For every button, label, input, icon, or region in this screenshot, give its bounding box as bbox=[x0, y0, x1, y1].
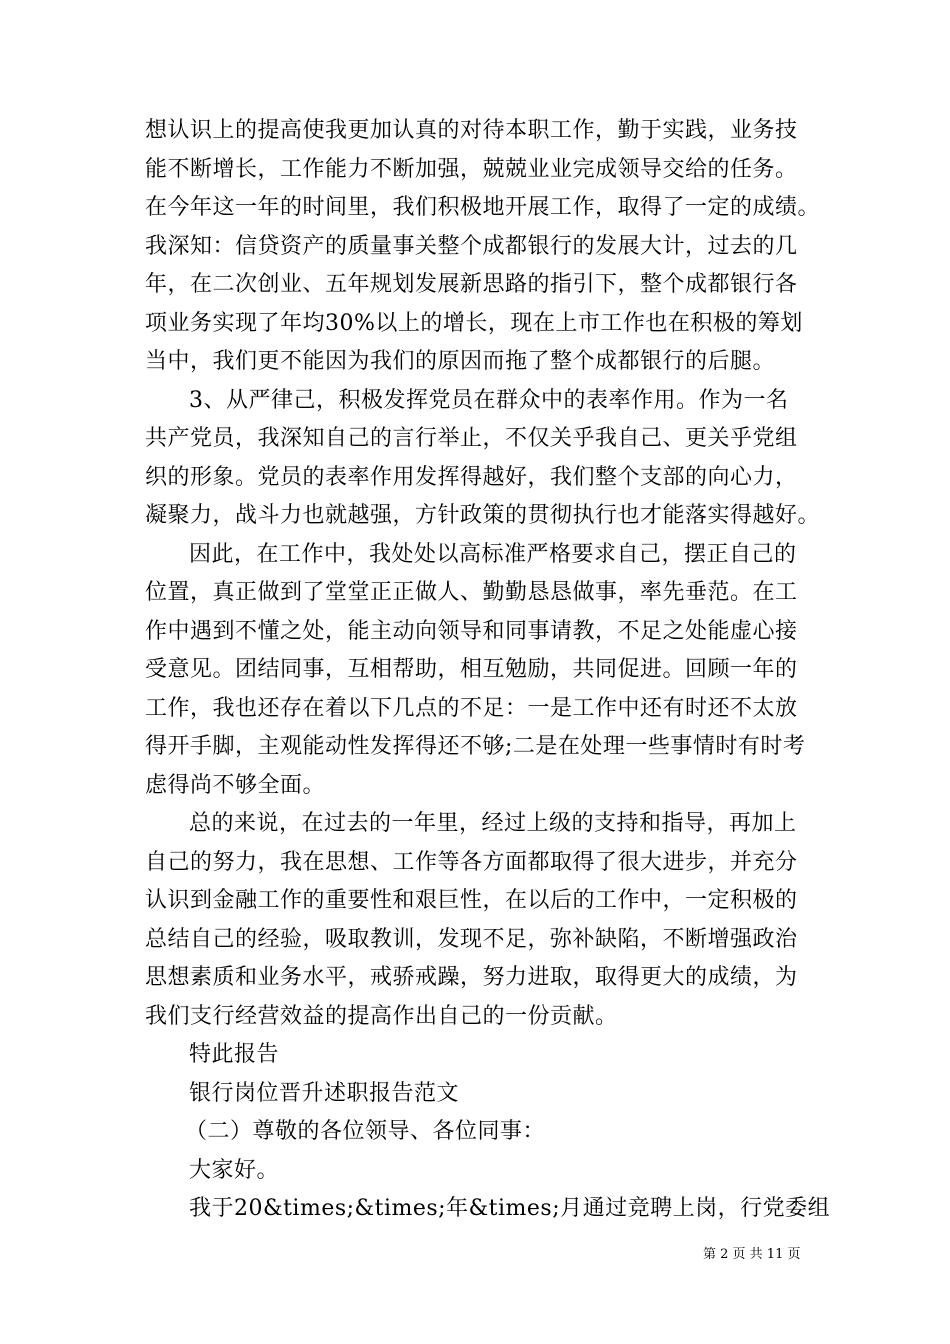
text-line: 工作，我也还存在着以下几点的不足：一是工作中还有时还不太放 bbox=[145, 695, 798, 721]
paragraph-start-line: 因此，在工作中，我处处以高标准严格要求自己，摆正自己的 bbox=[189, 541, 797, 567]
text-line: 总结自己的经验，吸取教训，发现不足，弥补缺陷，不断增强政治 bbox=[145, 926, 798, 952]
text-line: 得开手脚，主观能动性发挥得还不够;二是在处理一些事情时有时考 bbox=[145, 734, 806, 759]
paragraph-start-line: 总的来说，在过去的一年里，经过上级的支持和指导，再加上 bbox=[189, 811, 797, 836]
text-line: 项业务实现了年均30%以上的增长，现在上市工作也在积极的筹划 bbox=[145, 310, 803, 336]
text-line: 认识到金融工作的重要性和艰巨性，在以后的工作中，一定积极的 bbox=[145, 888, 798, 913]
text-line: 虑得尚不够全面。 bbox=[145, 772, 326, 798]
text-line: 年，在二次创业、五年规划发展新思路的指引下，整个成都银行各 bbox=[145, 272, 798, 297]
text-line: 共产党员，我深知自己的言行举止，不仅关乎我自己、更关乎党组 bbox=[145, 426, 798, 451]
paragraph-start-line: 我于20&times;&times;年&times;月通过竞聘上岗，行党委组 bbox=[189, 1196, 831, 1221]
closing-line: 特此报告 bbox=[189, 1042, 280, 1067]
text-line: 想认识上的提高使我更加认真的对待本职工作，勤于实践，业务技 bbox=[145, 118, 798, 143]
text-line: 作中遇到不懂之处，能主动向领导和同事请教，不足之处能虚心接 bbox=[145, 618, 798, 644]
page-number-footer: 第 2 页 共 11 页 bbox=[703, 1247, 801, 1262]
greeting-line: 大家好。 bbox=[189, 1157, 280, 1183]
text-line: 我深知：信贷资产的质量事关整个成都银行的发展大计，过去的几 bbox=[145, 233, 798, 259]
text-line: 受意见。团结同事，互相帮助，相互勉励，共同促进。回顾一年的 bbox=[145, 657, 798, 682]
text-line: 凝聚力，战斗力也就越强，方针政策的贯彻执行也才能落实得越好。 bbox=[145, 503, 821, 528]
text-line: 思想素质和业务水平，戒骄戒躁，努力进取，取得更大的成绩，为 bbox=[145, 965, 798, 990]
section-title: 银行岗位晋升述职报告范文 bbox=[189, 1080, 460, 1106]
text-line: 能不断增长，工作能力不断加强，兢兢业业完成领导交给的任务。 bbox=[145, 156, 798, 182]
text-line: 织的形象。党员的表率作用发挥得越好，我们整个支部的向心力， bbox=[145, 464, 798, 490]
text-line: 在今年这一年的时间里，我们积极地开展工作，取得了一定的成绩。 bbox=[145, 195, 821, 220]
text-line: 位置，真正做到了堂堂正正做人、勤勤恳恳做事，率先垂范。在工 bbox=[145, 580, 798, 605]
paragraph-start-line: 3、从严律己，积极发挥党员在群众中的表率作用。作为一名 bbox=[189, 387, 789, 413]
text-line: 当中，我们更不能因为我们的原因而拖了整个成都银行的后腿。 bbox=[145, 349, 776, 374]
salutation-line: （二）尊敬的各位领导、各位同事： bbox=[185, 1119, 546, 1144]
document-body bbox=[145, 112, 831, 1229]
text-line: 我们支行经营效益的提高作出自己的一份贡献。 bbox=[145, 1003, 618, 1029]
text-line: 自己的努力，我在思想、工作等各方面都取得了很大进步，并充分 bbox=[145, 849, 798, 875]
